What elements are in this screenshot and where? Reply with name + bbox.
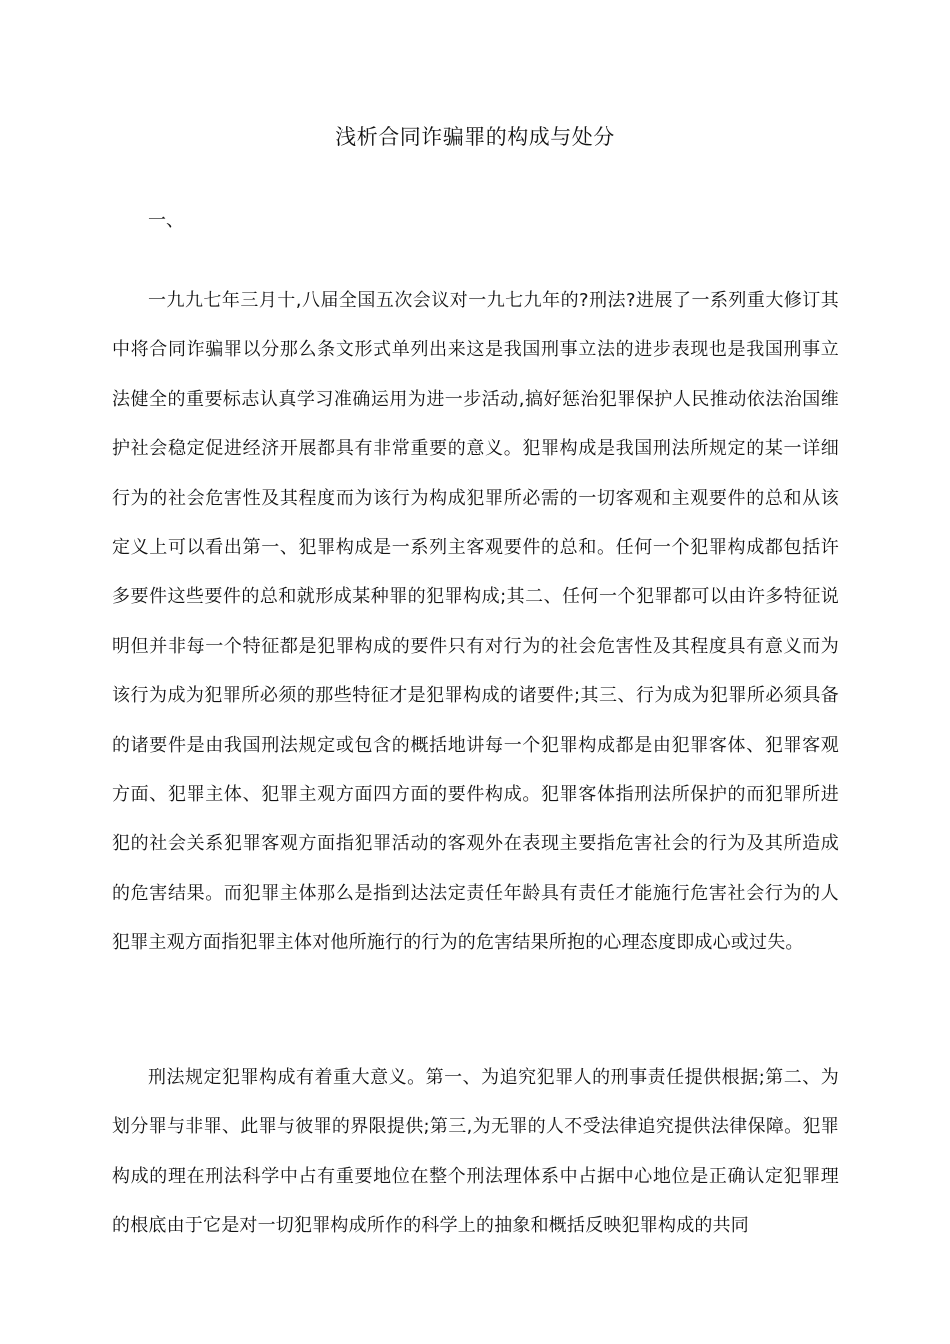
section-heading: 一、 xyxy=(148,210,184,231)
body-paragraph-1: 一九九七年三月十,八届全国五次会议对一九七九年的?刑法?进展了一系列重大修订其中将合同诈骗罪以分那么条文形式单列出来这是我国刑事立法的进步表现也是我国刑事立法健全的重要标志认真学习准确运用为进一步活动,搞好惩治犯罪保护人民推动依法治国维护社会稳定促进经济开展都具有非常重要的意义。犯罪构成是我国刑法所规定的某一详细行为的社会危害性及其程度而为该行为构成犯罪所必需的一切客观和主观要件的总和从该定义上可以看出第一、犯罪构成是一系列主客观要件的总和。任何一个犯罪构成都包括许多要件这些要件的总和就形成某种罪的犯罪构成;其二、任何一个犯罪都可以由许多特征说明但并非每一个特征都是犯罪构成的要件只有对行为的社会危害性及其程度具有意义而为该行为成为犯罪所必须的那些特征才是犯罪构成的诸要件;其三、行为成为犯罪所必须具备的诸要件是由我国刑法规定或包含的概括地讲每一个犯罪构成都是由犯罪客体、犯罪客观方面、犯罪主体、犯罪主观方面四方面的要件构成。犯罪客体指刑法所保护的而犯罪所进犯的社会关系犯罪客观方面指犯罪活动的客观外在表现主要指危害社会的行为及其所造成的危害结果。而犯罪主体那么是指到达法定责任年龄具有责任才能施行危害社会行为的人犯罪主观方面指犯罪主体对他所施行的行为的危害结果所抱的心理态度即成心或过失。 xyxy=(112,290,839,954)
body-paragraph-2: 刑法规定犯罪构成有着重大意义。第一、为追究犯罪人的刑事责任提供根据;第二、为划分罪与非罪、此罪与彼罪的界限提供;第三,为无罪的人不受法律追究提供法律保障。犯罪构成的理在刑法科学中占有重要地位在整个刑法理体系中占据中心地位是正确认定犯罪理的根底由于它是对一切犯罪构成所作的科学上的抽象和概括反映犯罪构成的共同 xyxy=(112,1067,839,1237)
document-title: 浅析合同诈骗罪的构成与处分 xyxy=(335,125,615,149)
